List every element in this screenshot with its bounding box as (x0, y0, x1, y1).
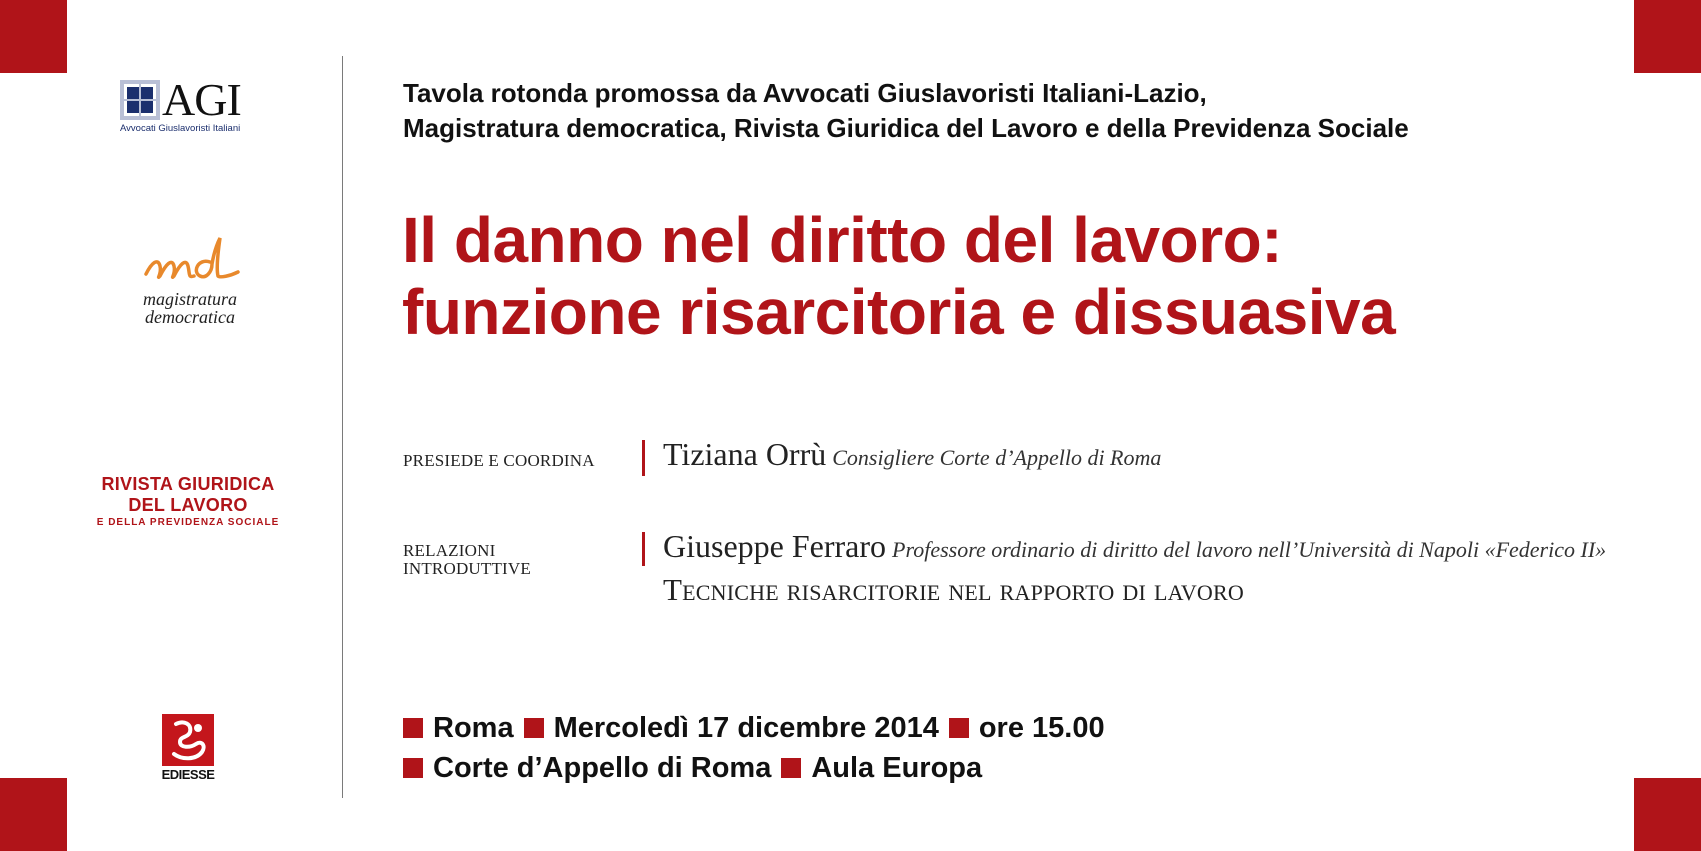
event-room: Aula Europa (811, 752, 983, 784)
rgl-logo-line1: RIVISTA GIURIDICA (101, 474, 275, 494)
speaker-name: Giuseppe Ferraro (663, 528, 887, 564)
chair-name: Tiziana Orrù (663, 436, 827, 472)
ediesse-emblem-icon (162, 714, 214, 766)
bullet-square-icon (403, 718, 423, 738)
bullet-square-icon (949, 718, 969, 738)
event-date: Mercoledì 17 dicembre 2014 (553, 712, 939, 744)
md-logo-line2: democratica (145, 307, 235, 327)
agi-logo-subtitle: Avvocati Giuslavoristi Italiani (120, 123, 241, 134)
promoters-text (403, 76, 1409, 146)
agi-logo (120, 74, 250, 136)
rgl-logo (80, 473, 296, 531)
talk-title: Tecniche risarcitorie nel rapporto di lavoro (663, 572, 1244, 607)
vertical-divider (342, 56, 343, 798)
agi-logo-name: AGI (162, 74, 241, 125)
md-script-icon (140, 232, 240, 292)
promoters-line2: Magistratura democratica, Rivista Giuridica del Lavoro e della Previdenza Sociale (403, 113, 1409, 143)
event-city: Roma (433, 712, 514, 744)
speakers-role-label-line1: RELAZIONI (403, 541, 496, 560)
rgl-logo-line3: E DELLA PREVIDENZA SOCIALE (96, 517, 280, 528)
speakers-role-label-line2: INTRODUTTIVE (403, 559, 531, 578)
ediesse-logo-name: EDIESSE (161, 767, 215, 782)
bullet-square-icon (403, 758, 423, 778)
corner-top-left (0, 0, 67, 73)
md-logo (110, 232, 270, 342)
speakers-role-label (403, 542, 531, 578)
event-title-line1: Il danno nel diritto del lavoro: (402, 204, 1283, 276)
ediesse-logo (160, 714, 216, 782)
event-title (402, 204, 1395, 348)
corner-bottom-right (1634, 778, 1701, 851)
chair-role-label: PRESIEDE E COORDINA (403, 451, 595, 470)
speaker-affiliation: Professore ordinario di diritto del lavoro nell’Università di Napoli «Federico II» (892, 537, 1607, 562)
event-details-line1 (403, 710, 1105, 746)
bullet-square-icon (781, 758, 801, 778)
chair-accent-bar (642, 440, 645, 476)
md-logo-line1: magistratura (142, 289, 238, 309)
event-venue: Corte d’Appello di Roma (433, 752, 772, 784)
event-details-line2 (403, 750, 982, 786)
rgl-logo-line2: DEL LAVORO (128, 495, 248, 515)
promoters-line1: Tavola rotonda promossa da Avvocati Giuslavoristi Italiani-Lazio, (403, 78, 1207, 108)
corner-bottom-left (0, 778, 67, 851)
event-title-line2: funzione risarcitoria e dissuasiva (402, 276, 1396, 348)
agi-squares-icon (120, 80, 160, 120)
chair-affiliation: Consigliere Corte d’Appello di Roma (832, 445, 1162, 470)
speakers-accent-bar (642, 532, 645, 566)
corner-top-right (1634, 0, 1701, 73)
bullet-square-icon (524, 718, 544, 738)
speaker-entry (663, 528, 1606, 565)
chair-entry (663, 436, 1161, 473)
event-time: ore 15.00 (978, 712, 1105, 744)
